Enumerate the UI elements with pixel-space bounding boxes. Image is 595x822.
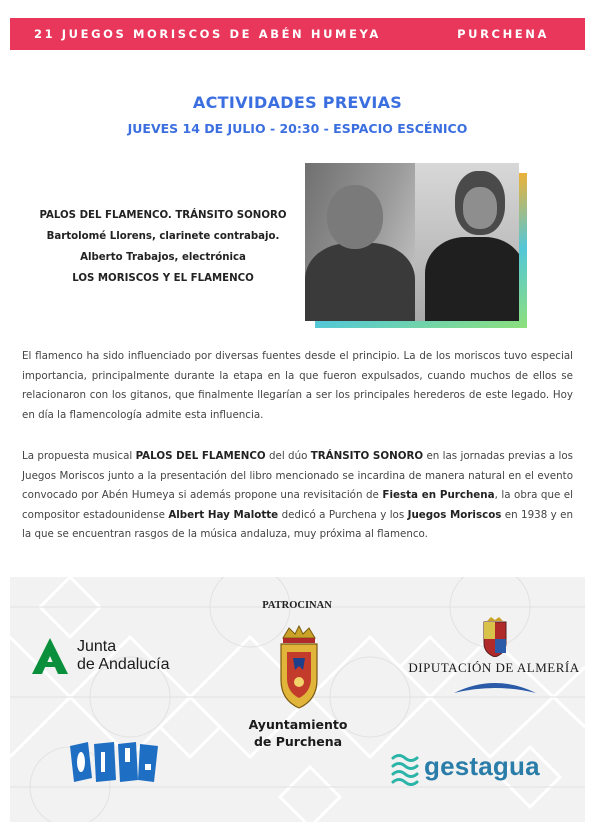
duo-photo <box>305 163 519 321</box>
junta-andalucia-logo-icon <box>30 636 70 676</box>
bold-run: Juegos Moriscos <box>407 508 502 521</box>
text-run: , la obra que el compositor estadounidense <box>22 489 574 521</box>
header-title: 21 JUEGOS MORISCOS DE ABÉN HUMEYA <box>34 27 381 41</box>
bold-run: Albert Hay Malotte <box>168 508 279 521</box>
paragraph-history: El flamenco ha sido influenciado por diversas fuentes desde el principio. La de los moriscos tuvo especial importancia, principalmente durante la etapa en la que fueron expulsados, cuando muchos de ellos se relacionaron con los gitanos, que finalmente llegarían a ser los principales herederos de este legado. Hoy en día la flamencología admite esta influencia. <box>22 350 573 421</box>
purchena-coat-of-arms-icon <box>275 624 323 712</box>
diputacion-almeria-shield-icon <box>482 617 508 657</box>
text-run: dedicó a Purchena y los <box>278 508 408 521</box>
junta-andalucia-logo <box>77 638 170 674</box>
sponsors-heading: PATROCINAN <box>262 600 332 611</box>
ayuntamiento-purchena-logo <box>235 716 361 750</box>
credits-line-4: LOS MORISCOS Y EL FLAMENCO <box>72 273 254 284</box>
text-run: en las jornadas previas a los Juegos Moriscos junto a la presentación del libro mencionado se incardina de manera natural en el evento convocado por Abén Humeya si además propone una revisitación de <box>22 450 574 501</box>
junta-line-1: Junta <box>77 638 117 655</box>
diputacion-swoosh-icon <box>452 677 538 695</box>
header-bar <box>10 18 585 50</box>
text-run: del dúo <box>265 450 311 462</box>
gestagua-logo: gestagua <box>424 751 540 781</box>
event-title: ACTIVIDADES PREVIAS <box>192 93 403 112</box>
ayto-line-1: Ayuntamiento <box>248 717 348 732</box>
omya-logo <box>66 738 162 786</box>
diputacion-almeria-logo: DIPUTACIÓN DE ALMERÍA <box>408 660 580 675</box>
junta-line-2: de Andalucía <box>77 656 170 673</box>
bold-run: TRÁNSITO SONORO <box>310 450 424 462</box>
credits-line-2: Bartolomé Llorens, clarinete contrabajo. <box>46 231 280 242</box>
text-run: en 1938 y en la que se encuentran rasgos de la música andaluza, muy próxima al flamenco. <box>22 508 573 540</box>
gestagua-wave-icon <box>390 752 420 786</box>
ayto-line-2: de Purchena <box>253 734 343 749</box>
event-subtitle: JUEVES 14 DE JULIO - 20:30 - ESPACIO ESCÉNICO <box>127 121 468 136</box>
credits-line-1: PALOS DEL FLAMENCO. TRÁNSITO SONORO <box>39 210 287 221</box>
text-run: La propuesta musical <box>22 450 136 462</box>
duo-photo-frame <box>305 163 527 328</box>
paragraph-proposal <box>22 447 573 545</box>
bold-run: Fiesta en Purchena <box>382 489 495 501</box>
credits-block <box>22 205 304 289</box>
header-location: PURCHENA <box>457 27 549 41</box>
bold-run: PALOS DEL FLAMENCO <box>135 450 266 462</box>
credits-line-3: Alberto Trabajos, electrónica <box>80 252 246 263</box>
